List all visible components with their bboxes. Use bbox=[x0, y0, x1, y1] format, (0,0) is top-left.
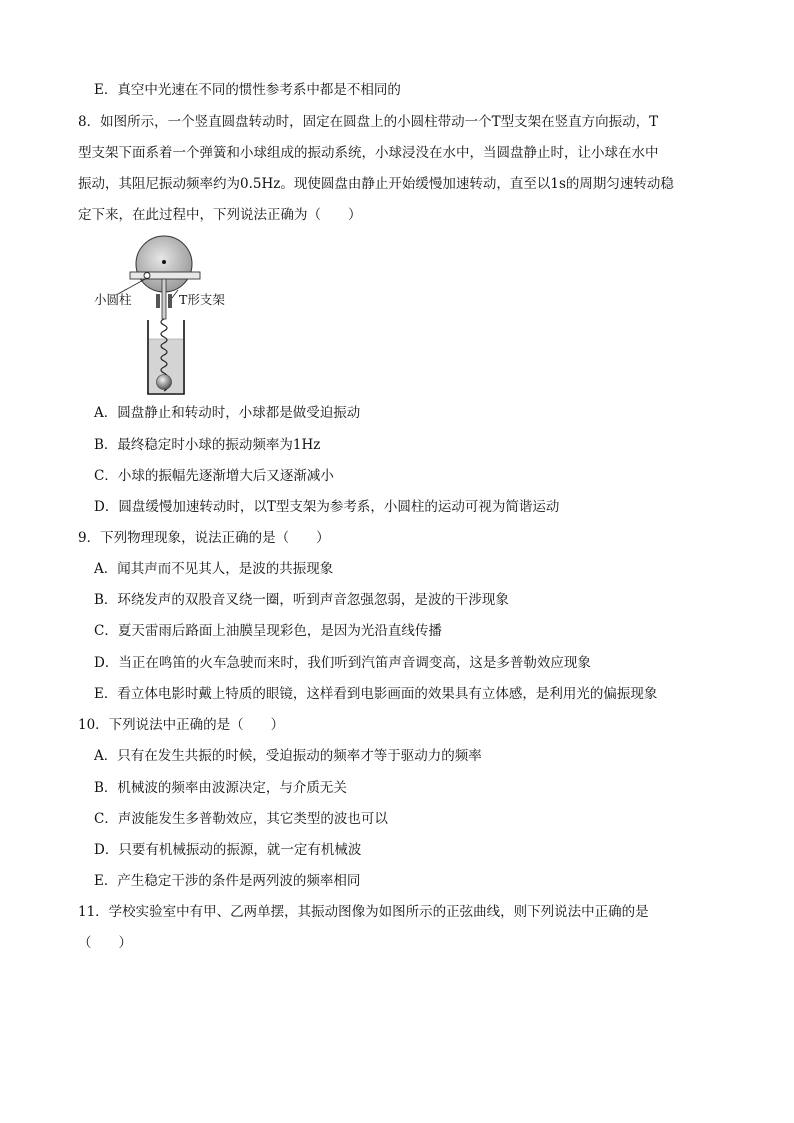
label-small-cylinder: 小圆柱 bbox=[94, 292, 132, 307]
t-frame-bar bbox=[130, 272, 200, 279]
ball bbox=[157, 375, 172, 390]
q10-option-b: B．机械波的频率由波源决定，与介质无关 bbox=[94, 780, 347, 796]
q9-option-b: B．环绕发声的双股音叉绕一圈，听到声音忽强忽弱，是波的干涉现象 bbox=[94, 592, 509, 608]
q11-stem-line-2: （ ） bbox=[78, 935, 132, 951]
q10-stem: 10．下列说法中正确的是（ ） bbox=[78, 717, 285, 733]
label-t-frame: T形支架 bbox=[179, 292, 225, 307]
q8-stem-line-4: 定下来，在此过程中，下列说法正确为（ ） bbox=[78, 207, 362, 223]
q8-option-c: C．小球的振幅先逐渐增大后又逐渐减小 bbox=[94, 468, 334, 484]
disc-center bbox=[162, 260, 166, 264]
q10-option-e: E．产生稳定干涉的条件是两列波的频率相同 bbox=[94, 873, 361, 889]
q8-option-d: D．圆盘缓慢加速转动时，以T型支架为参考系，小圆柱的运动可视为简谐运动 bbox=[94, 499, 560, 515]
q8-option-a: A．圆盘静止和转动时，小球都是做受迫振动 bbox=[94, 405, 361, 421]
guide-left bbox=[156, 294, 160, 308]
q9-stem: 9．下列物理现象，说法正确的是（ ） bbox=[78, 530, 330, 546]
disc-spring-apparatus bbox=[92, 232, 242, 402]
q8-option-b: B．最终稳定时小球的振动频率为1Hz bbox=[94, 437, 321, 453]
q9-option-c: C．夏天雷雨后路面上油膜呈现彩色，是因为光沿直线传播 bbox=[94, 623, 442, 639]
q8-stem-line-1: 8．如图所示，一个竖直圆盘转动时，固定在圆盘上的小圆柱带动一个T型支架在竖直方向振动，T bbox=[78, 114, 659, 130]
q10-option-c: C．声波能发生多普勒效应，其它类型的波也可以 bbox=[94, 811, 388, 827]
q9-option-d: D．当正在鸣笛的火车急驶而来时，我们听到汽笛声音调变高，这是多普勒效应现象 bbox=[94, 655, 591, 671]
q10-option-d: D．只要有机械振动的振源，就一定有机械波 bbox=[94, 842, 362, 858]
q9-option-e: E．看立体电影时戴上特质的眼镜，这样看到电影画面的效果具有立体感，是利用光的偏振现象 bbox=[94, 686, 658, 702]
t-frame-stem bbox=[162, 279, 166, 319]
small-cylinder bbox=[144, 273, 150, 279]
leader-frame bbox=[172, 290, 178, 298]
q8-stem-line-3: 振动，其阻尼振动频率约为0.5Hz。现使圆盘由静止开始缓慢加速转动，直至以1s的周期匀速转动稳 bbox=[78, 176, 674, 192]
guide-right bbox=[168, 294, 172, 308]
q8-stem-line-2: 型支架下面系着一个弹簧和小球组成的振动系统，小球浸没在水中，当圆盘静止时，让小球在水中 bbox=[78, 145, 659, 161]
q11-stem-line-1: 11．学校实验室中有甲、乙两单摆，其振动图像为如图所示的正弦曲线，则下列说法中正确的是 bbox=[78, 904, 649, 920]
q10-option-a: A．只有在发生共振的时候，受迫振动的频率才等于驱动力的频率 bbox=[94, 748, 482, 764]
q7-option-e: E．真空中光速在不同的惯性参考系中都是不相同的 bbox=[94, 82, 401, 98]
q9-option-a: A．闻其声而不见其人，是波的共振现象 bbox=[94, 561, 334, 577]
q8-figure bbox=[92, 232, 242, 402]
